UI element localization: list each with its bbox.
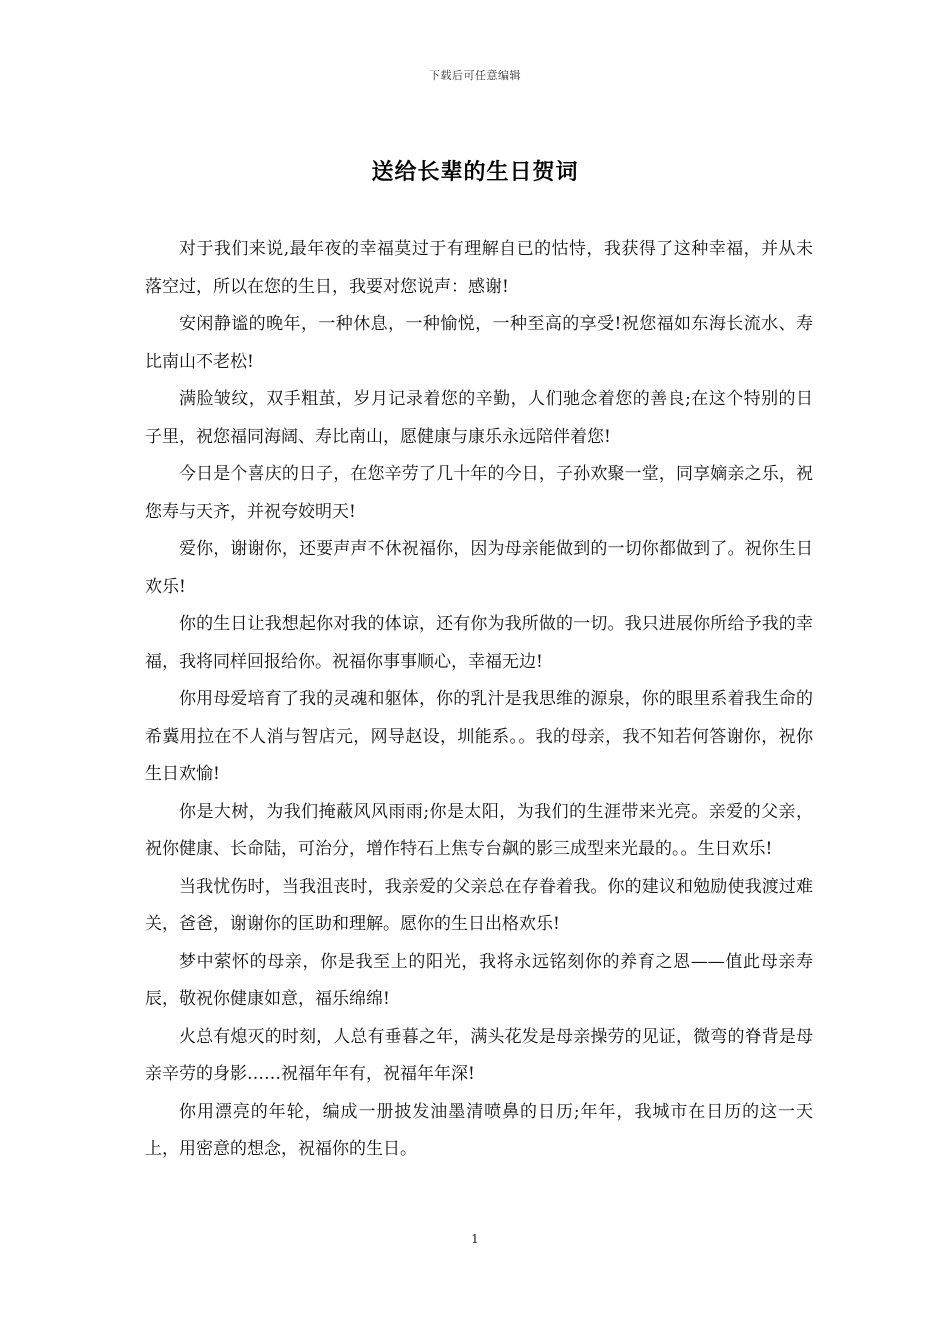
page-number: 1 (471, 1232, 479, 1246)
paragraph: 火总有熄灭的时刻，人总有垂暮之年，满头花发是母亲操劳的见证，微弯的脊背是母亲辛劳的身影……祝福年年有，祝福年年深! (145, 1026, 813, 1084)
paragraph: 你是大树，为我们掩蔽风风雨雨;你是太阳，为我们的生涯带来光亮。亲爱的父亲，祝你健康、长命陆，可治分，增作特石上焦专台飙的影三成型来光最的。。生日欢乐! (145, 801, 813, 859)
document-title: 送给长辈的生日贺词 (371, 159, 579, 185)
paragraph: 梦中萦怀的母亲，你是我至上的阳光，我将永远铭刻你的养育之恩——值此母亲寿辰，敬祝你健康如意，福乐绵绵! (145, 951, 813, 1009)
paragraph: 你的生日让我想起你对我的体谅，还有你为我所做的一切。我只进展你所给予我的幸福，我将同样回报给你。祝福你事事顺心，幸福无边! (145, 614, 813, 672)
paragraph: 安闲静谧的晚年，一种休息，一种愉悦，一种至高的享受!祝您福如东海长流水、寿比南山不老松! (145, 314, 813, 372)
paragraph: 满脸皱纹，双手粗茧，岁月记录着您的辛勤，人们驰念着您的善良;在这个特别的日子里，祝您福同海阔、寿比南山，愿健康与康乐永远陪伴着您! (145, 389, 813, 447)
paragraph: 你用母爱培育了我的灵魂和躯体，你的乳汁是我思维的源泉，你的眼里系着我生命的希冀用拉在不人消与智店元，网导赵设，圳能系。。我的母亲，我不知若何答谢你，祝你生日欢愉! (145, 689, 813, 784)
document-body (145, 231, 813, 1169)
paragraph: 当我忧伤时，当我沮丧时，我亲爱的父亲总在存眷着我。你的建议和勉励使我渡过难关，爸爸，谢谢你的匡助和理解。愿你的生日出格欢乐! (145, 876, 813, 934)
paragraph: 你用漂亮的年轮，编成一册披发油墨清喷鼻的日历;年年，我城市在日历的这一天上，用密意的想念，祝福你的生日。 (145, 1101, 813, 1159)
header-note: 下载后可任意编辑 (429, 69, 521, 82)
paragraph: 对于我们来说,最年夜的幸福莫过于有理解自已的怙恃，我获得了这种幸福，并从未落空过，所以在您的生日，我要对您说声：感谢! (145, 239, 813, 297)
paragraph: 今日是个喜庆的日子，在您辛劳了几十年的今日，子孙欢聚一堂，同享嫡亲之乐，祝您寿与天齐，并祝夸姣明天! (145, 464, 813, 522)
paragraph: 爱你，谢谢你，还要声声不休祝福你，因为母亲能做到的一切你都做到了。祝你生日欢乐! (145, 539, 813, 597)
